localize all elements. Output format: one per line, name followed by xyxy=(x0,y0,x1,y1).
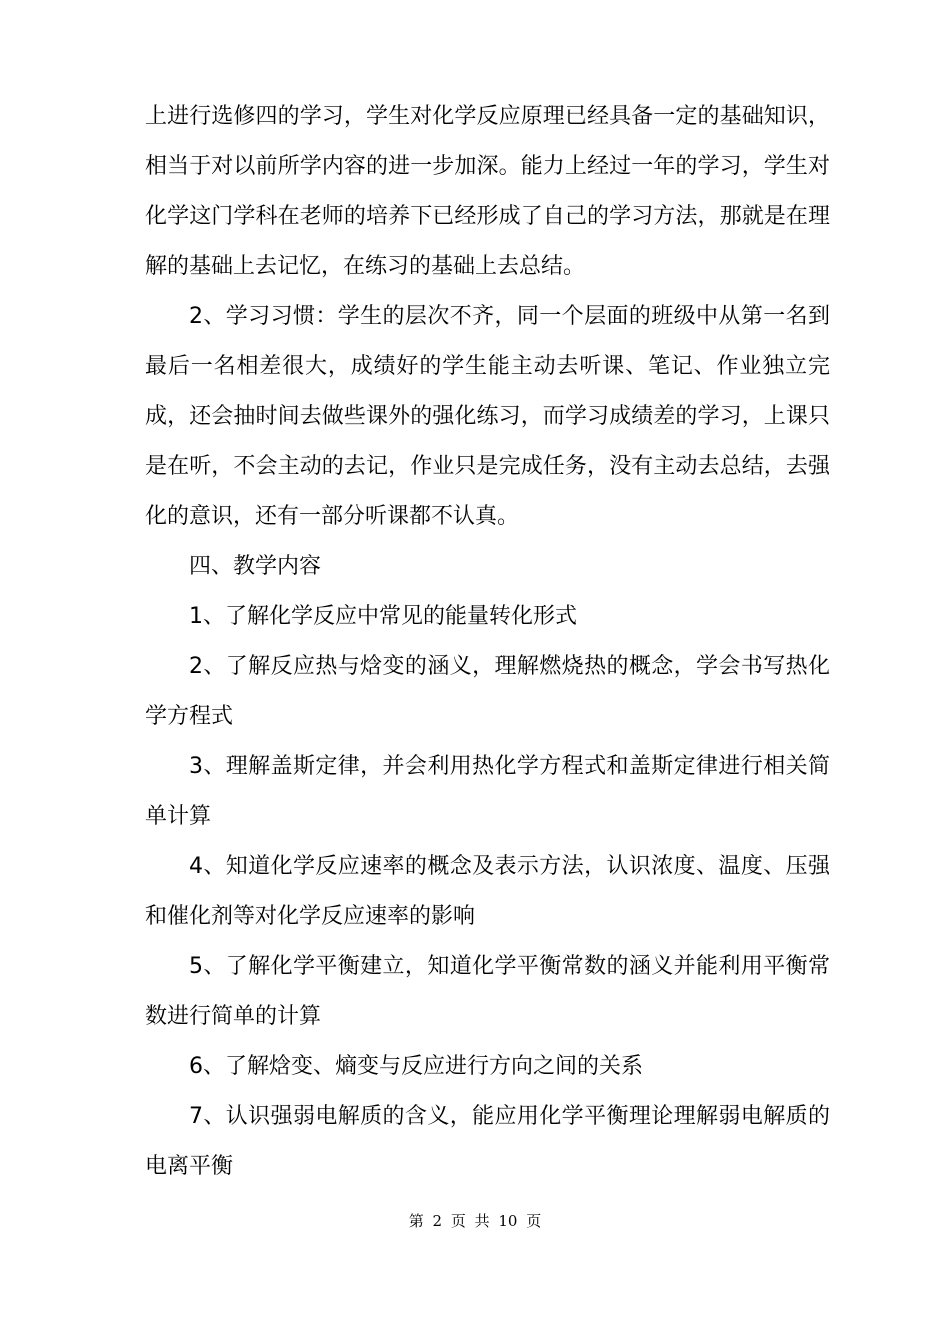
list-item-4: 4、知道化学反应速率的概念及表示方法，认识浓度、温度、压强和催化剂等对化学反应速率的影响 xyxy=(145,854,830,929)
list-item-2: 2、了解反应热与焓变的涵义，理解燃烧热的概念，学会书写热化学方程式 xyxy=(145,654,830,729)
list-item-6: 6、了解焓变、熵变与反应进行方向之间的关系 xyxy=(189,1054,643,1079)
list-item-3: 3、理解盖斯定律，并会利用热化学方程式和盖斯定律进行相关简单计算 xyxy=(145,754,830,829)
section-heading-teaching-content: 四、教学内容 xyxy=(189,554,322,579)
list-item-1: 1、了解化学反应中常见的能量转化形式 xyxy=(189,604,577,629)
list-item-7: 7、认识强弱电解质的含义，能应用化学平衡理论理解弱电解质的电离平衡 xyxy=(145,1104,830,1179)
paragraph-prior-knowledge: 上进行选修四的学习，学生对化学反应原理已经具备一定的基础知识，相当于对以前所学内容的进一步加深。能力上经过一年的学习，学生对化学这门学科在老师的培养下已经形成了自己的学习方法，那就是在理解的基础上去记忆，在练习的基础上去总结。 xyxy=(145,104,830,279)
paragraph-study-habits: 2、学习习惯：学生的层次不齐，同一个层面的班级中从第一名到最后一名相差很大，成绩好的学生能主动去听课、笔记、作业独立完成，还会抽时间去做些课外的强化练习，而学习成绩差的学习，上课只是在听，不会主动的去记，作业只是完成任务，没有主动去总结，去强化的意识，还有一部分听课都不认真。 xyxy=(145,304,830,529)
list-item-5: 5、了解化学平衡建立，知道化学平衡常数的涵义并能利用平衡常数进行简单的计算 xyxy=(145,954,830,1029)
document-body xyxy=(145,92,830,1192)
page-footer: 第 2 页 共 10 页 xyxy=(408,1212,542,1230)
